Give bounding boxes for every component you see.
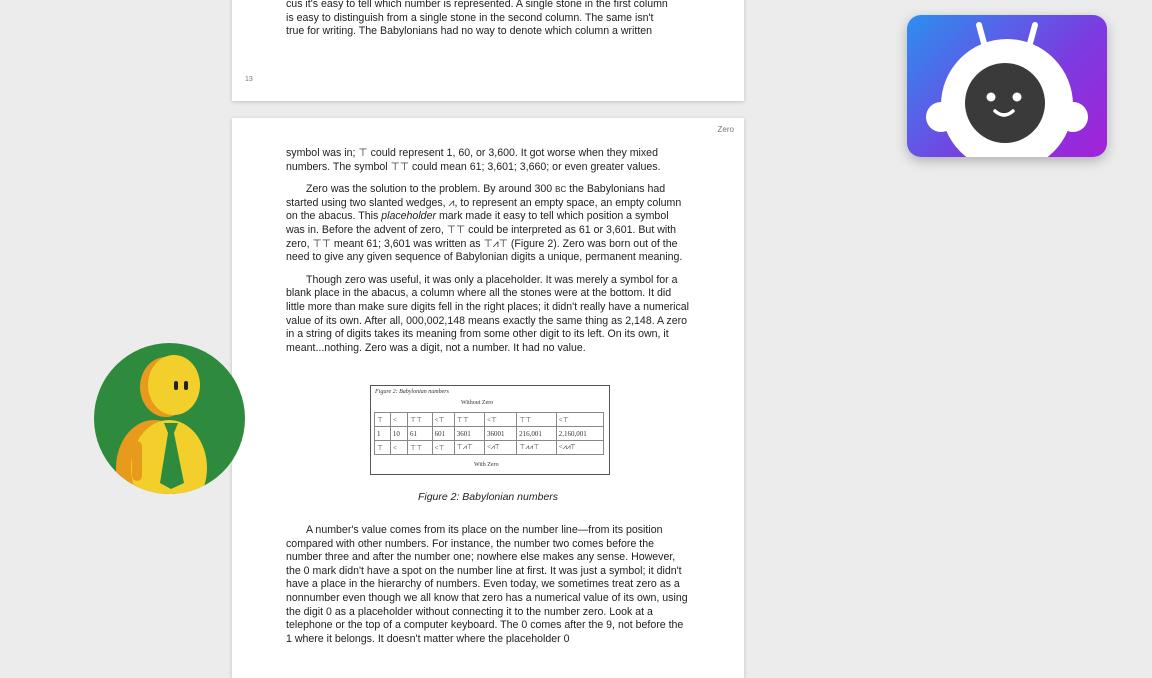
table-row: ⊤ < ⊤⊤ <⊤ ⊤⩘⊤ <⩘⊤ ⊤⩘⩘⊤ <⩘⩘⊤ xyxy=(375,441,604,455)
page-number: 13 xyxy=(245,76,253,83)
figure-label-with-zero: With Zero xyxy=(474,462,499,468)
figure-babylonian-numbers xyxy=(370,385,610,475)
paragraph-3: Though zero was useful, it was only a placeholder. It was merely a symbol for a blank place in the abacus, a column where all the stones were at the bottom. It did little more than make sure digits fell in the right places; it didn't really have a numerical value of its own. After all, 000,002,148 means exactly the same thing as 2,148. A zero in a string of digits takes its meaning from some other digit to its left. On its own, it meant...nothing. Zero was a digit, not a number. It had no value. xyxy=(286,273,690,354)
paragraph-2: Zero was the solution to the problem. By around 300 BC the Babylonians had started using two slanted wedges, ⩘, to represent an empty space, an empty column on the abacus. This placeholder mark made it easy to tell which position a symbol was in. Before the advent of zero, ⊤⊤ could be interpreted as 61 or 3,601. But with zero, ⊤⊤ meant 61; 3,601 was written as ⊤⩘⊤ (Figure 2). Zero was born out of the need to give any given sequence of Babylonian digits a unique, permanent meaning. xyxy=(286,183,683,264)
era-small-caps: BC xyxy=(555,185,567,195)
previous-page xyxy=(232,0,744,101)
paragraph-4: A number's value comes from its place on the number line—from its position compared with other numbers. For instance, the number two comes before the number three and after the number one; nowhere else makes any sense. However, the 0 mark didn't have a spot on the number line at first. It was just a symbol; it didn't have a place in the hierarchy of numbers. Even today, we sometimes treat zero as a nonnumber even though we all know that zero has a numerical value of its own, using the digit 0 as a placeholder without connecting it to the number zero. Look at a telephone or the top of a computer keyboard. The 0 comes after the 9, not before the 1 where it belongs. It doesn't matter where the placeholder 0 xyxy=(286,524,688,645)
robot-icon xyxy=(907,15,1107,157)
paragraph-1: symbol was in; ⊤ could represent 1, 60, or 3,600. It got worse when they mixed numbers. The symbol ⊤⊤ could mean 61; 3,601; 3,660; or even greater values. xyxy=(286,147,661,173)
table-row: ⊤ < ⊤⊤ <⊤ ⊤⊤ <⊤ ⊤⊤ <⊤ xyxy=(375,413,604,427)
running-header: Zero xyxy=(717,125,734,134)
person-figure-icon xyxy=(94,343,245,494)
prev-line-3: true for writing. The Babylonians had no way to denote which column a written xyxy=(286,25,653,38)
table-row: 1 10 61 601 3601 36001 216,001 2,160,001 xyxy=(375,427,604,441)
prev-line-1: cus it's easy to tell which number is represented. A single stone in the first column xyxy=(286,0,668,10)
page-body-lower xyxy=(286,524,690,655)
page-body-upper xyxy=(286,147,690,364)
robot-app-icon[interactable] xyxy=(907,15,1107,157)
figure-caption: Figure 2: Babylonian numbers xyxy=(417,491,559,503)
prev-line-2: is easy to distinguish from a single stone in the second column. The same isn't xyxy=(286,11,654,24)
current-page xyxy=(232,118,744,678)
figure-table xyxy=(374,412,604,455)
figure-title: Figure 2: Babylonian numbers xyxy=(375,389,449,395)
emphasis-placeholder: placeholder xyxy=(381,210,436,223)
yellow-figure-avatar[interactable] xyxy=(94,343,245,494)
previous-page-text xyxy=(286,0,690,39)
figure-label-without-zero: Without Zero xyxy=(461,400,494,406)
